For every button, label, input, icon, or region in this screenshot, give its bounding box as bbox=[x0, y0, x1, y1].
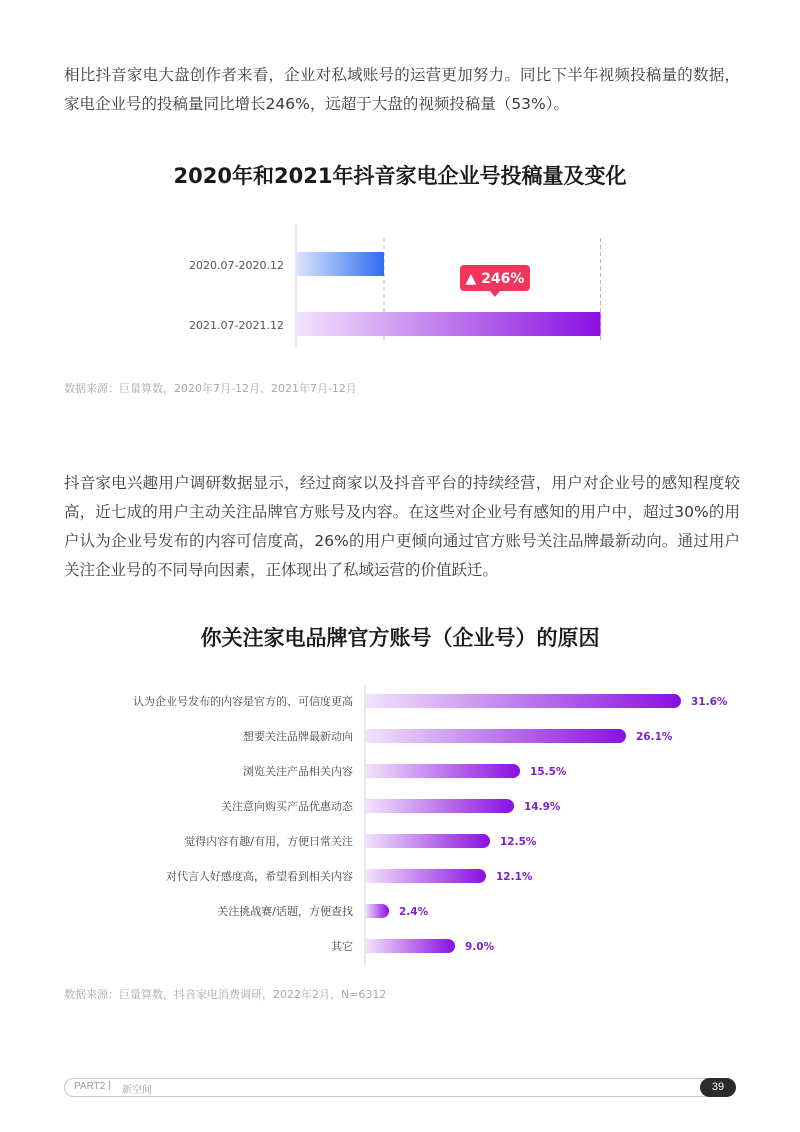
chart1-title: 2020年和2021年抖音家电企业号投稿量及变化 bbox=[173, 164, 627, 188]
chart2-title: 你关注家电品牌官方账号（企业号）的原因 bbox=[200, 626, 600, 650]
chart2-bar bbox=[365, 799, 514, 813]
chart2-bar bbox=[365, 869, 486, 883]
footer-bar bbox=[64, 1078, 736, 1097]
chart2-value-label: 31.6% bbox=[691, 696, 728, 708]
page-number: 39 bbox=[700, 1078, 736, 1097]
chart1-growth-label: ▲ 246% bbox=[465, 271, 525, 287]
chart2-category-label: 浏览关注产品相关内容 bbox=[243, 765, 353, 778]
chart2-bar bbox=[365, 904, 389, 918]
chart2-bar bbox=[365, 834, 490, 848]
chart2-category-label: 其它 bbox=[331, 940, 353, 953]
footer-separator: | bbox=[108, 1080, 112, 1091]
chart1-category-label: 2020.07-2020.12 bbox=[189, 259, 284, 272]
chart2-category-label: 关注意向购买产品优惠动态 bbox=[221, 800, 353, 813]
chart2-category-label: 认为企业号发布的内容是官方的、可信度更高 bbox=[133, 695, 353, 708]
chart2-value-label: 2.4% bbox=[399, 906, 429, 918]
chart2-bar bbox=[365, 939, 455, 953]
chart2-source-note: 数据来源：巨量算数，抖音家电消费调研，2022年2月，N=6312 bbox=[64, 988, 387, 1001]
footer-part-label: PART2 bbox=[74, 1081, 106, 1092]
chart2-value-label: 14.9% bbox=[524, 801, 561, 813]
chart1-badge-pointer bbox=[490, 291, 500, 297]
chart2-bar bbox=[365, 694, 681, 708]
chart2-category-label: 觉得内容有趣/有用，方便日常关注 bbox=[184, 835, 353, 848]
chart2-value-label: 26.1% bbox=[636, 731, 673, 743]
chart2-value-label: 12.5% bbox=[500, 836, 537, 848]
intro-paragraph: 相比抖音家电大盘创作者来看，企业对私域账号的运营更加努力。同比下半年视频投稿量的数据，家电企业号的投稿量同比增长246%，远超于大盘的视频投稿量（53%）。 bbox=[64, 66, 740, 113]
chart2-category-label: 关注挑战赛/话题，方便查找 bbox=[217, 905, 353, 918]
footer-section-label: 新空间 bbox=[122, 1085, 152, 1096]
chart2-value-label: 12.1% bbox=[496, 871, 533, 883]
chart2-value-label: 9.0% bbox=[465, 941, 495, 953]
chart1-bar bbox=[296, 312, 600, 336]
submission-volume-chart bbox=[0, 225, 800, 355]
chart1-source-note: 数据来源：巨量算数，2020年7月-12月、2021年7月-12月 bbox=[64, 382, 357, 395]
chart2-bar bbox=[365, 729, 626, 743]
survey-paragraph: 抖音家电兴趣用户调研数据显示，经过商家以及抖音平台的持续经营，用户对企业号的感知程度较高，近七成的用户主动关注品牌官方账号及内容。在这些对企业号有感知的用户中，超过30%的用户认为企业号发布的内容可信度高，26%的用户更倾向通过官方账号关注品牌最新动向。通过用户关注企业号的不同导向因素，正体现出了私域运营的价值跃迁。 bbox=[64, 474, 740, 579]
chart1-category-label: 2021.07-2021.12 bbox=[189, 319, 284, 332]
chart2-category-label: 想要关注品牌最新动向 bbox=[243, 730, 353, 743]
chart2-bar bbox=[365, 764, 520, 778]
chart2-category-label: 对代言人好感度高，希望看到相关内容 bbox=[166, 870, 353, 883]
chart2-value-label: 15.5% bbox=[530, 766, 567, 778]
follow-reasons-chart bbox=[0, 680, 800, 970]
chart1-bar bbox=[296, 252, 384, 276]
